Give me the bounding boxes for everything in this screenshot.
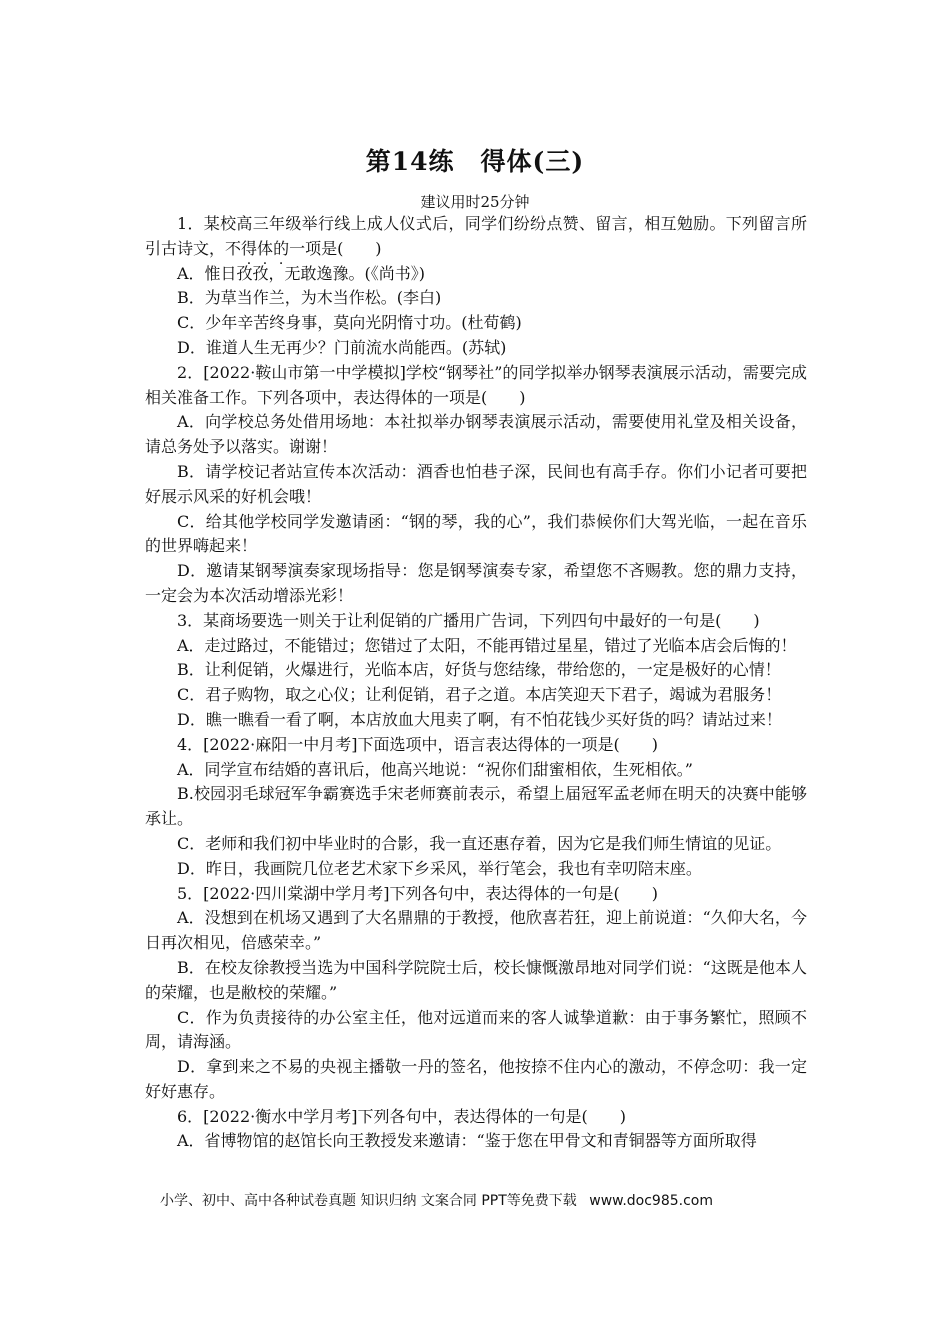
option-d: D．拿到来之不易的央视主播敬一丹的签名，他按捺不住内心的激动，不停念叨：我一定好好惠存。 — [145, 1057, 807, 1101]
question-1 — [145, 212, 807, 361]
option-a: A．省博物馆的赵馆长向王教授发来邀请：“鉴于您在甲骨文和青铜器等方面所取得 — [177, 1131, 757, 1151]
question-stem: 1．某校高三年级举行线上成人仪式后，同学们纷纷点赞、留言，相互勉励。下列留言所引古诗文，不得体的一项是( ) — [145, 214, 807, 258]
question-stem: 5．[2022·四川棠湖中学月考]下列各句中，表达得体的一句是( ) — [177, 883, 658, 903]
option-a: A．走过路过，不能错过；您错过了太阳，不能再错过星星，错过了光临本店会后悔的！ — [177, 635, 797, 655]
option-a: A．惟日孜孜，无敢逸豫。(《尚书》) — [177, 263, 426, 283]
option-c: C．给其他学校同学发邀请函：“钢的琴，我的心”，我们恭候你们大驾光临，一起在音乐的世界嗨起来！ — [145, 511, 807, 556]
question-list — [145, 212, 807, 1154]
question-2 — [145, 361, 807, 609]
footer-text: 小学、初中、高中各种试卷真题 知识归纳 文案合同 PPT等免费下载 — [160, 1193, 577, 1209]
option-b: B．让利促销，火爆进行，光临本店，好货与您结缘，带给您的，一定是极好的心情！ — [177, 660, 781, 680]
option-a: A．同学宣布结婚的喜讯后，他高兴地说：“祝你们甜蜜相依，生死相依。” — [177, 759, 693, 779]
option-c: C．作为负责接待的办公室主任，他对远道而来的客人诚挚道歉：由于事务繁忙，照顾不周，请海涵。 — [145, 1007, 807, 1052]
option-a: A．向学校总务处借用场地：本社拟举办钢琴表演展示活动，需要使用礼堂及相关设备，请总务处予以落实。谢谢！ — [145, 412, 807, 457]
question-stem: 4．[2022·麻阳一中月考]下面选项中，语言表达得体的一项是( ) — [177, 734, 658, 754]
option-b: B．在校友徐教授当选为中国科学院院士后，校长慷慨激昂地对同学们说：“这既是他本人的荣耀，也是敝校的荣耀。” — [145, 957, 807, 1002]
option-d: D．谁道人生无再少？门前流水尚能西。(苏轼) — [177, 337, 507, 357]
footer — [160, 1190, 721, 1210]
option-d: D．昨日，我画院几位老艺术家下乡采风，举行笔会，我也有幸叨陪末座。 — [177, 858, 702, 878]
question-3 — [145, 609, 807, 733]
option-d: D．邀请某钢琴演奏家现场指导：您是钢琴演奏专家，希望您不吝赐教。您的鼎力支持，一定会为本次活动增添光彩！ — [145, 561, 807, 605]
question-5 — [145, 882, 807, 1105]
page-title: 第14练 得体(三) — [365, 147, 585, 176]
question-stem: 2．[2022·鞍山市第一中学模拟]学校“钢琴社”的同学拟举办钢琴表演展示活动，需要完成相关准备工作。下列各项中，表达得体的一项是( ) — [145, 362, 807, 407]
option-b: B．为草当作兰，为木当作松。(李白) — [177, 288, 442, 308]
question-6 — [145, 1105, 807, 1155]
question-stem: 6．[2022·衡水中学月考]下列各句中，表达得体的一句是( ) — [177, 1106, 626, 1126]
footer-link[interactable]: www.doc985.com — [589, 1193, 713, 1209]
question-4 — [145, 733, 807, 882]
option-c: C．君子购物，取之心仪；让利促销，君子之道。本店笑迎天下君子，竭诚为君服务！ — [177, 685, 782, 705]
suggested-time: 建议用时25分钟 — [420, 193, 530, 211]
option-d: D．瞧一瞧看一看了啊，本店放血大甩卖了啊，有不怕花钱少买好货的吗？请站过来！ — [177, 709, 782, 729]
emphasized-text: 不得体 — [225, 238, 274, 258]
option-b: B.校园羽毛球冠军争霸赛选手宋老师赛前表示，希望上届冠军孟老师在明天的决赛中能够承让。 — [145, 784, 807, 829]
option-c: C．少年辛苦终身事，莫向光阴惰寸功。(杜荀鹤) — [177, 313, 522, 333]
option-c: C．老师和我们初中毕业时的合影，我一直还惠存着，因为它是我们师生情谊的见证。 — [177, 833, 782, 853]
option-a: A．没想到在机场又遇到了大名鼎鼎的于教授，他欣喜若狂，迎上前说道：“久仰大名，今日再次相见，倍感荣幸。” — [145, 908, 807, 953]
question-stem: 3．某商场要选一则关于让利促销的广播用广告词，下列四句中最好的一句是( ) — [177, 610, 760, 630]
option-b: B．请学校记者站宣传本次活动：酒香也怕巷子深，民间也有高手存。你们小记者可要把好展示风采的好机会哦！ — [145, 461, 807, 506]
